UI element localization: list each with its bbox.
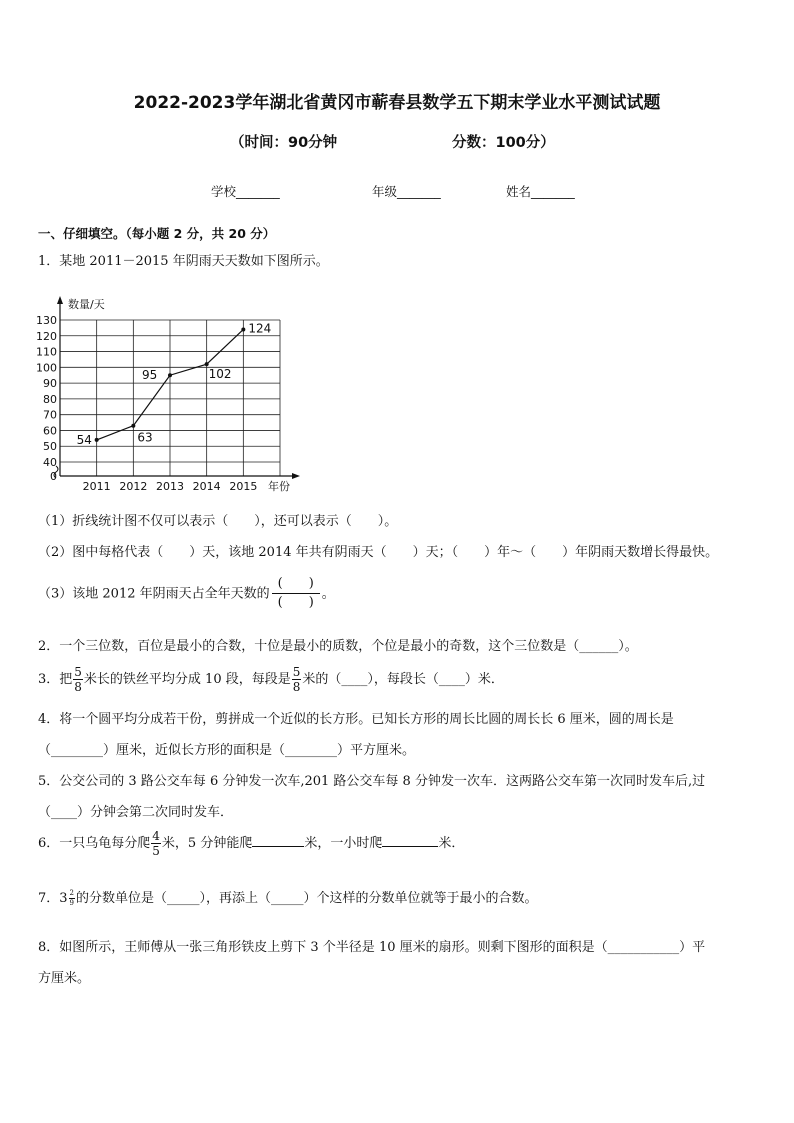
question-6-part-b: 米，5 分钟能爬	[161, 836, 253, 851]
question-8-line1: 8．如图所示，王师傅从一张三角形铁皮上剪下 3 个半径是 10 厘米的扇形。则剩下图形的面积是（___________）平	[38, 940, 706, 955]
y-tick-label: 80	[43, 392, 57, 406]
y-tick-label: 70	[43, 408, 57, 422]
y-tick-label: 120	[36, 329, 57, 343]
fraction-numerator: 2	[69, 889, 75, 897]
question-1-sub3-text: （3）该地 2012 年阴雨天占全年天数的	[38, 586, 270, 602]
data-label: 63	[137, 430, 153, 445]
fraction-numerator: 5	[74, 665, 82, 679]
question-1-sub3-end: 。	[321, 586, 335, 602]
y-tick-label: 110	[36, 345, 57, 359]
question-3-part-a: 3．把	[38, 672, 73, 687]
data-point	[168, 373, 172, 377]
fraction-5-8-b	[292, 666, 302, 693]
question-1-sub1: （1）折线统计图不仅可以表示（ ），还可以表示（ ）。	[38, 514, 398, 529]
question-7	[38, 887, 538, 907]
y-tick-label: 0	[50, 470, 57, 483]
question-1-sub2: （2）图中每格代表（ ）天，该地 2014 年共有阴雨天（ ）天；（ ）年～（ ）年阴雨天数增长得最快。	[38, 545, 719, 560]
y-axis-arrow	[57, 296, 63, 304]
section-heading: 一、仔细填空。（每小题 2 分，共 20 分）	[38, 226, 276, 241]
question-4-line1: 4．将一个圆平均分成若干份，剪拼成一个近似的长方形。已知长方形的周长比圆的周长长 6 厘米，圆的周长是	[38, 712, 674, 727]
question-6-part-c: 米，一小时爬	[304, 836, 383, 851]
y-tick-label: 100	[36, 361, 57, 375]
question-6-part-a: 6．一只乌龟每分爬	[38, 836, 151, 851]
data-point	[241, 327, 245, 331]
name-field: 姓名_______	[506, 184, 575, 199]
x-axis-label: 年份	[268, 480, 290, 493]
question-7-part-a: 7．3	[38, 891, 68, 906]
exam-score: 分数：100分）	[452, 135, 555, 151]
fraction-denominator: 8	[292, 680, 301, 694]
x-tick-label: 2013	[156, 480, 184, 493]
data-point	[205, 362, 209, 366]
question-7-part-b: 的分数单位是（_____），再添上（_____）个这样的分数单位就等于最小的合数。	[76, 891, 538, 906]
data-point	[95, 438, 99, 442]
x-axis-arrow	[292, 473, 300, 479]
line-chart	[30, 290, 310, 500]
question-3-part-b: 米长的铁丝平均分成 10 段，每段是	[83, 672, 291, 687]
x-tick-label: 2012	[119, 480, 148, 493]
question-3-part-c: 米的（____），每段长（____）米．	[302, 672, 504, 687]
fraction-numerator: 4	[152, 829, 160, 843]
question-5-line1: 5．公交公司的 3 路公交车每 6 分钟发一次车,201 路公交车每 8 分钟发一次车．这两路公交车第一次同时发车后,过	[38, 774, 706, 789]
fraction-denominator: 8	[74, 680, 82, 694]
answer-blank	[382, 834, 438, 847]
data-label: 124	[248, 321, 272, 336]
question-3	[38, 666, 504, 693]
y-tick-label: 40	[43, 456, 57, 469]
fraction-numerator: ( )	[272, 577, 320, 594]
question-2: 2．一个三位数，百位是最小的合数，十位是最小的质数，个位是最小的奇数，这个三位数是（______）。	[38, 639, 638, 654]
fraction-4-5	[151, 830, 161, 857]
question-1-stem: 1．某地 2011－2015 年阴雨天天数如下图所示。	[38, 254, 329, 269]
question-4-line2: （________）厘米，近似长方形的面积是（________）平方厘米。	[38, 743, 416, 758]
question-1-sub3	[38, 577, 335, 611]
x-tick-label: 2014	[192, 480, 221, 493]
fraction-numerator: 5	[292, 665, 301, 679]
data-label: 102	[208, 367, 232, 382]
fraction-denominator: 5	[152, 844, 160, 858]
x-tick-label: 2011	[82, 480, 111, 493]
question-8-line2: 方厘米。	[38, 971, 91, 986]
answer-fraction	[272, 577, 320, 611]
question-6	[38, 830, 464, 857]
data-label: 95	[142, 368, 158, 383]
fraction-denominator: ( )	[277, 595, 314, 611]
y-tick-label: 130	[36, 314, 57, 327]
exam-time: （时间：90分钟	[230, 135, 338, 151]
grade-field: 年级_______	[372, 184, 441, 199]
y-tick-label: 90	[43, 377, 57, 391]
question-5-line2: （____）分钟会第二次同时发车．	[38, 805, 234, 820]
y-tick-label: 60	[43, 424, 57, 438]
fraction-2-9	[69, 890, 75, 907]
data-point	[131, 424, 135, 428]
fraction-denominator: 9	[69, 899, 75, 907]
question-6-part-d: 米．	[438, 836, 465, 851]
data-label: 54	[76, 432, 92, 447]
y-axis-label: 数量/天	[68, 298, 105, 311]
school-field: 学校_______	[211, 184, 280, 199]
x-tick-label: 2015	[229, 480, 258, 493]
y-tick-label: 50	[43, 440, 57, 454]
page-title: 2022-2023学年湖北省黄冈市蕲春县数学五下期末学业水平测试试题	[133, 93, 661, 113]
fraction-5-8-a	[73, 666, 83, 693]
answer-blank	[252, 834, 304, 847]
